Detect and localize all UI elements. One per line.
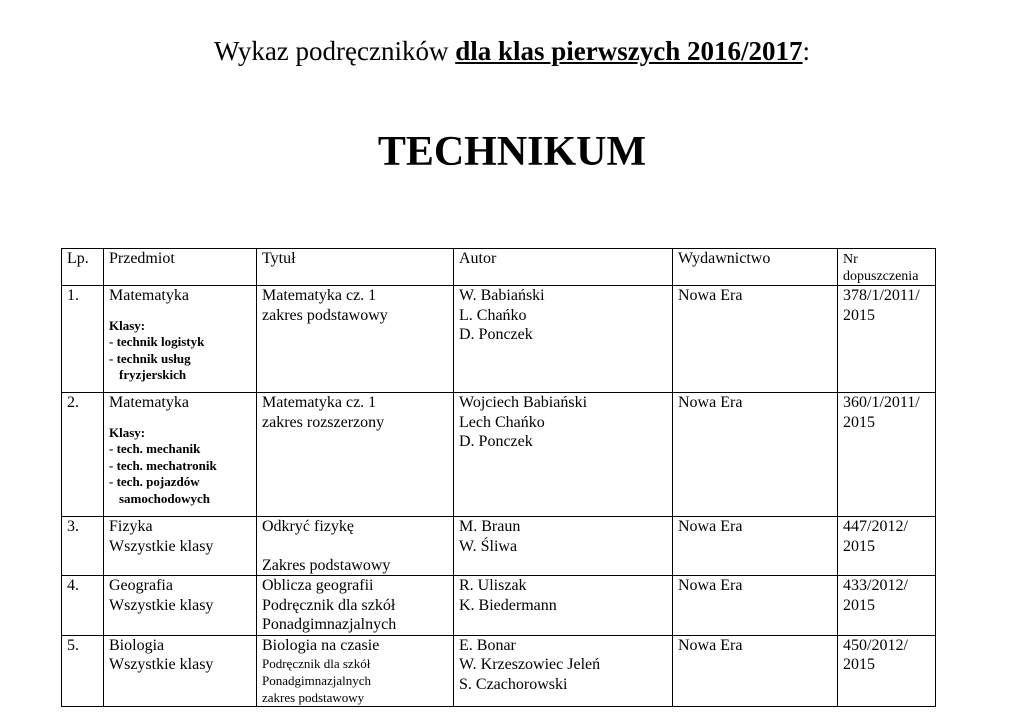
row-title xyxy=(257,286,454,393)
author-name: M. Braun xyxy=(459,518,521,535)
title-line: Oblicza geografii xyxy=(262,577,374,594)
header-nr-dopuszczenia xyxy=(838,249,936,286)
author-name: Wojciech Babiański xyxy=(459,394,588,411)
title-line: Odkryć fizykę xyxy=(262,518,354,535)
header-tytul: Tytuł xyxy=(257,249,454,286)
approval-line: 2015 xyxy=(843,413,875,431)
row-title xyxy=(257,517,454,576)
approval-line: 433/2012/ xyxy=(843,577,908,594)
header-lp: Lp. xyxy=(62,249,104,286)
title-line: Zakres podstawowy xyxy=(262,556,391,574)
header-wydawnictwo: Wydawnictwo xyxy=(673,249,838,286)
heading-emphasis: dla klas pierwszych 2016/2017 xyxy=(455,36,803,66)
row-subject xyxy=(104,393,257,517)
author-name: W. Krzeszowiec Jeleń xyxy=(459,656,601,673)
row-approval-number xyxy=(838,635,936,707)
row-publisher: Nowa Era xyxy=(673,393,838,517)
header-nr-line1: Nr xyxy=(843,252,858,267)
class-item: - tech. pojazdów xyxy=(109,474,200,489)
row-lp: 1. xyxy=(62,286,104,393)
row-approval-number xyxy=(838,286,936,393)
row-approval-number xyxy=(838,393,936,517)
author-name: L. Chańko xyxy=(459,306,527,324)
title-line: zakres rozszerzony xyxy=(262,413,385,431)
title-line: Matematyka cz. 1 xyxy=(262,394,377,411)
approval-line: 2015 xyxy=(843,537,875,555)
heading-suffix: : xyxy=(802,36,811,66)
row-subject xyxy=(104,635,257,707)
row-authors xyxy=(454,393,673,517)
author-name: R. Uliszak xyxy=(459,577,527,594)
class-item: - tech. mechanik xyxy=(109,441,201,456)
title-line: Podręcznik dla szkół xyxy=(262,596,396,614)
approval-line: 2015 xyxy=(843,596,875,614)
row-title xyxy=(257,576,454,636)
subject-name: Geografia xyxy=(109,577,173,594)
subject-name: Matematyka xyxy=(109,287,189,304)
header-nr-line2: dopuszczenia xyxy=(843,269,919,284)
subject-classes: Wszystkie klasy xyxy=(109,656,214,673)
title-line: zakres podstawowy xyxy=(262,690,365,705)
approval-line: 450/2012/ xyxy=(843,636,908,654)
subject-name: Fizyka xyxy=(109,518,153,535)
row-publisher: Nowa Era xyxy=(673,517,838,576)
row-lp: 2. xyxy=(62,393,104,517)
table-header-row xyxy=(62,249,936,286)
approval-line: 378/1/2011/ xyxy=(843,287,920,304)
author-name: W. Babiański xyxy=(459,287,545,304)
row-lp: 5. xyxy=(62,635,104,707)
table-row xyxy=(62,576,936,636)
title-line: Biologia na czasie xyxy=(262,636,380,654)
row-authors xyxy=(454,576,673,636)
author-name: D. Ponczek xyxy=(459,433,533,450)
row-authors xyxy=(454,635,673,707)
author-name: E. Bonar xyxy=(459,636,516,654)
header-autor: Autor xyxy=(454,249,673,286)
subject-classes: Wszystkie klasy xyxy=(109,596,214,614)
row-authors xyxy=(454,517,673,576)
author-name: Lech Chańko xyxy=(459,413,545,431)
author-name: W. Śliwa xyxy=(459,537,518,555)
approval-line: 447/2012/ xyxy=(843,518,908,535)
class-item: samochodowych xyxy=(119,490,211,506)
class-list-title: Klasy: xyxy=(109,424,146,440)
table-row xyxy=(62,286,936,393)
title-line: Ponadgimnazjalnych xyxy=(262,673,372,688)
row-title xyxy=(257,393,454,517)
class-item: - tech. mechatronik xyxy=(109,457,217,473)
title-line: Matematyka cz. 1 xyxy=(262,287,377,304)
subject-classes: Wszystkie klasy xyxy=(109,537,214,555)
class-item: fryzjerskich xyxy=(119,367,187,382)
header-przedmiot: Przedmiot xyxy=(104,249,257,286)
row-publisher: Nowa Era xyxy=(673,286,838,393)
textbook-table xyxy=(61,248,936,707)
title-line: zakres podstawowy xyxy=(262,306,388,324)
row-subject xyxy=(104,576,257,636)
row-approval-number xyxy=(838,576,936,636)
class-item: - technik logistyk xyxy=(109,334,205,349)
author-name: D. Ponczek xyxy=(459,326,533,343)
title-line: Ponadgimnazjalnych xyxy=(262,616,397,633)
document-heading xyxy=(0,33,1024,69)
school-type-title: TECHNIKUM xyxy=(377,129,647,175)
author-name: K. Biedermann xyxy=(459,596,557,614)
row-subject xyxy=(104,286,257,393)
row-publisher: Nowa Era xyxy=(673,576,838,636)
table-row xyxy=(62,393,936,517)
class-list-title: Klasy: xyxy=(109,317,146,333)
approval-line: 2015 xyxy=(843,306,875,324)
title-line: Podręcznik dla szkół xyxy=(262,656,371,671)
heading-prefix: Wykaz podręczników xyxy=(213,36,456,66)
row-lp: 3. xyxy=(62,517,104,576)
author-name: S. Czachorowski xyxy=(459,675,568,693)
approval-line: 360/1/2011/ xyxy=(843,394,920,411)
approval-line: 2015 xyxy=(843,656,875,673)
row-authors xyxy=(454,286,673,393)
class-list xyxy=(109,318,252,384)
subject-name: Biologia xyxy=(109,636,165,654)
table-row xyxy=(62,517,936,576)
row-subject xyxy=(104,517,257,576)
row-publisher: Nowa Era xyxy=(673,635,838,707)
table-row xyxy=(62,635,936,707)
subject-name: Matematyka xyxy=(109,394,189,411)
class-item: - technik usług xyxy=(109,350,191,366)
row-lp: 4. xyxy=(62,576,104,636)
row-approval-number xyxy=(838,517,936,576)
row-title xyxy=(257,635,454,707)
class-list xyxy=(109,425,252,508)
